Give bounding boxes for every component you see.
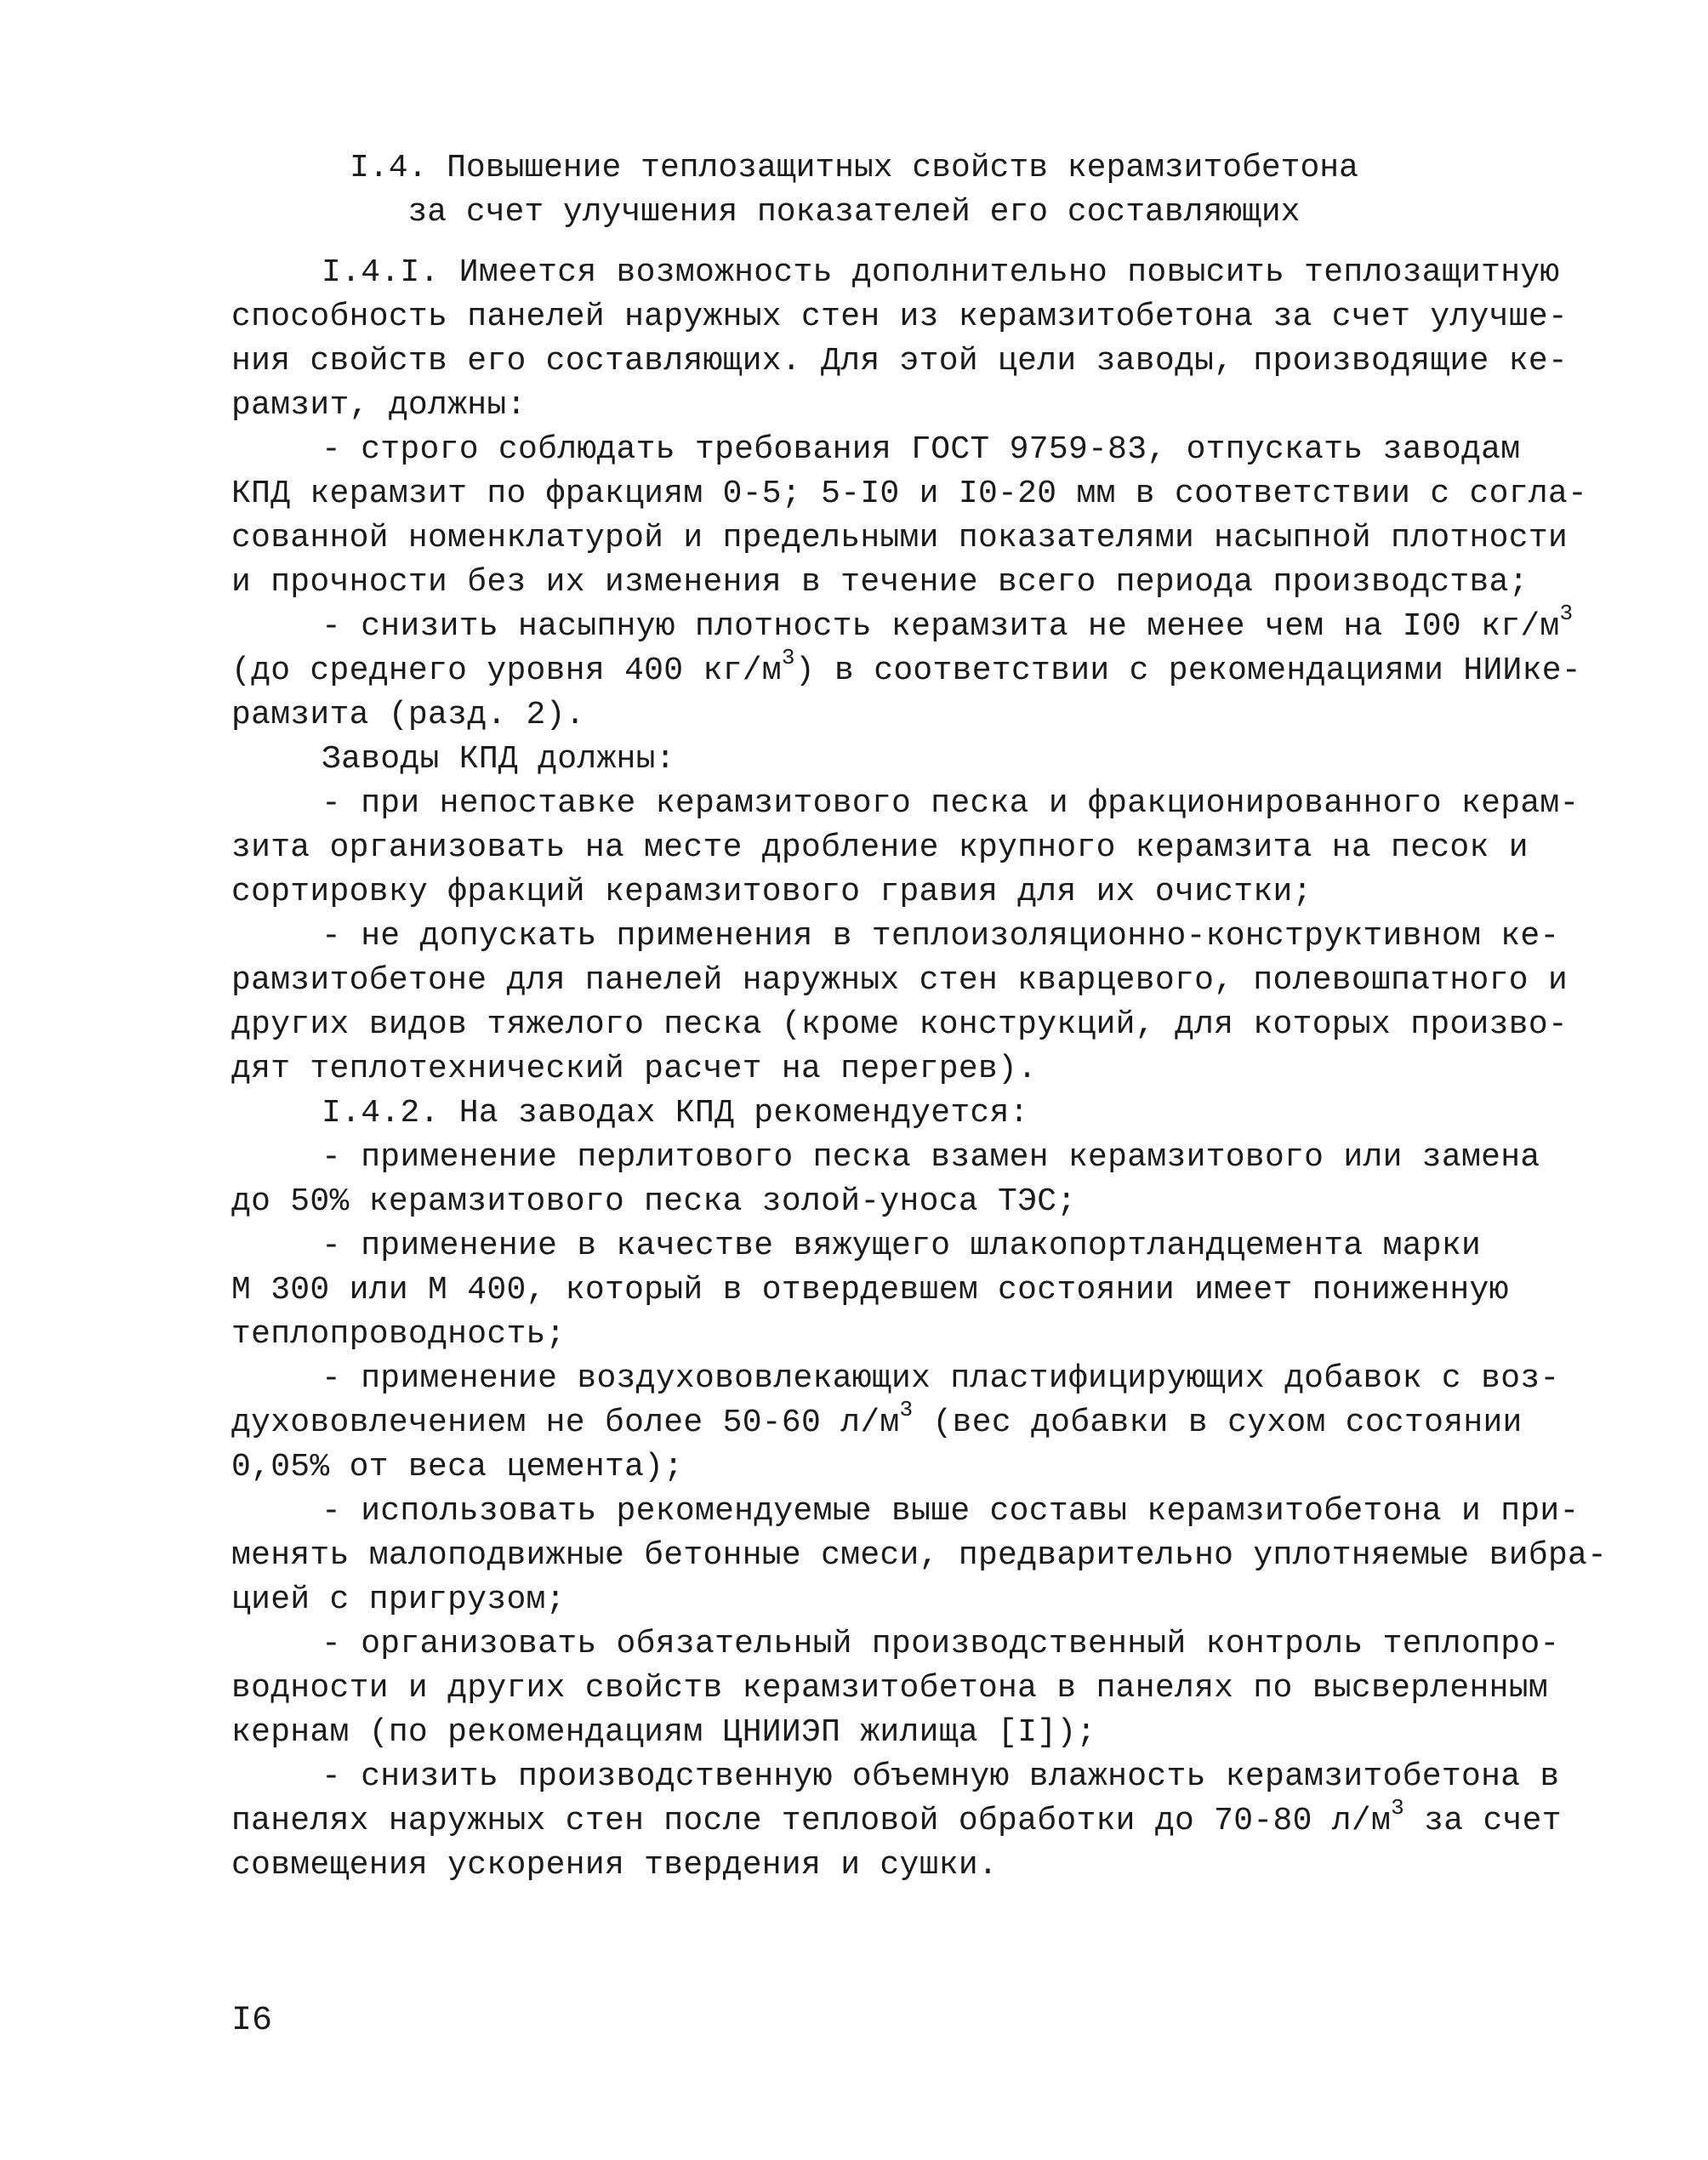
text-line: теплопроводность; (231, 1316, 566, 1353)
text-fragment: ) в соответствии с рекомендациями НИИке- (794, 653, 1581, 689)
text-line: менять малоподвижные бетонные смеси, предварительно уплотняемые вибра- (231, 1537, 1608, 1574)
text-line: рамзитобетоне для панелей наружных стен кварцевого, полевошпатного и (231, 962, 1569, 999)
text-line: I.4.I. Имеется возможность дополнительно повысить теплозащитную (322, 254, 1560, 291)
text-line: I.4.2. На заводах КПД рекомендуется: (322, 1095, 1029, 1131)
superscript: 3 (781, 645, 795, 671)
page-number: I6 (231, 2002, 273, 2040)
text-line: М 300 или М 400, который в отвердевшем состоянии имеет пониженную (231, 1272, 1509, 1308)
text-line: способность панелей наружных стен из керамзитобетона за счет улучше- (231, 299, 1569, 335)
text-line: цией с пригрузом; (231, 1582, 566, 1618)
text-line: - не допускать применения в теплоизоляционно-конструктивном ке- (322, 918, 1560, 955)
text-line: - при непоставке керамзитового песка и фракционированного керам- (322, 785, 1580, 822)
text-line: кернам (по рекомендациям ЦНИИЭП жилища [I]); (231, 1714, 1096, 1751)
text-line: - применение в качестве вяжущего шлакопортландцемента марки (322, 1228, 1482, 1264)
section-heading-line-1: I.4. Повышение теплозащитных свойств керамзитобетона (350, 150, 1358, 186)
text-line: совмещения ускорения твердения и сушки. (231, 1847, 999, 1884)
text-line: - применение воздухововлекающих пластифицирующих добавок с воз- (322, 1360, 1560, 1397)
superscript: 3 (1391, 1795, 1405, 1821)
text-fragment: панелях наружных стен после тепловой обработки до 70-80 л/м (231, 1803, 1392, 1839)
text-fragment: (вес добавки в сухом состоянии (913, 1405, 1523, 1441)
superscript: 3 (1559, 601, 1574, 627)
text-line: 0,05% от веса цемента); (231, 1449, 684, 1485)
text-line: рамзит, должны: (231, 387, 527, 424)
text-line (231, 645, 1581, 693)
text-fragment: - снизить насыпную плотность керамзита не менее чем на I00 кг/м (322, 608, 1560, 645)
text-line: сортировку фракций керамзитового гравия для их очистки; (231, 874, 1312, 910)
text-line: - организовать обязательный производственный контроль теплопро- (322, 1626, 1560, 1662)
text-line: рамзита (разд. 2). (231, 697, 585, 733)
text-line: до 50% керамзитового песка золой-уноса ТЭС; (231, 1183, 1077, 1220)
text-fragment: за счет (1404, 1803, 1562, 1839)
text-line: зита организовать на месте дробление крупного керамзита на песок и (231, 829, 1529, 866)
text-line: КПД керамзит по фракциям 0-5; 5-I0 и I0-20 мм в соответствии с согла- (231, 476, 1588, 512)
text-line (231, 1397, 1523, 1445)
text-line: - снизить производственную объемную влажность керамзитобетона в (322, 1758, 1560, 1795)
superscript: 3 (899, 1397, 914, 1423)
text-fragment: духововлечением не более 50-60 л/м (231, 1405, 900, 1441)
text-line: - применение перлитового песка взамен керамзитового или замена (322, 1139, 1540, 1176)
text-line: и прочности без их изменения в течение всего периода производства; (231, 564, 1529, 601)
text-fragment: (до среднего уровня 400 кг/м (231, 653, 782, 689)
section-heading-line-2: за счет улучшения показателей его составляющих (407, 194, 1301, 231)
text-line: других видов тяжелого песка (кроме конструкций, для которых произво- (231, 1006, 1569, 1043)
text-line: Заводы КПД должны: (322, 741, 675, 778)
text-line: дят теплотехнический расчет на перегрев). (231, 1051, 1038, 1087)
text-line: сованной номенклатурой и предельными показателями насыпной плотности (231, 520, 1569, 556)
text-line: - использовать рекомендуемые выше составы керамзитобетона и при- (322, 1493, 1580, 1530)
text-line (231, 1795, 1562, 1844)
text-line: ния свойств его составляющих. Для этой цели заводы, производящие ке- (231, 343, 1569, 379)
text-line: водности и других свойств керамзитобетона в панелях по высверленным (231, 1670, 1548, 1707)
text-line: - строго соблюдать требования ГОСТ 9759-83, отпускать заводам (322, 431, 1521, 468)
text-line (322, 601, 1574, 649)
